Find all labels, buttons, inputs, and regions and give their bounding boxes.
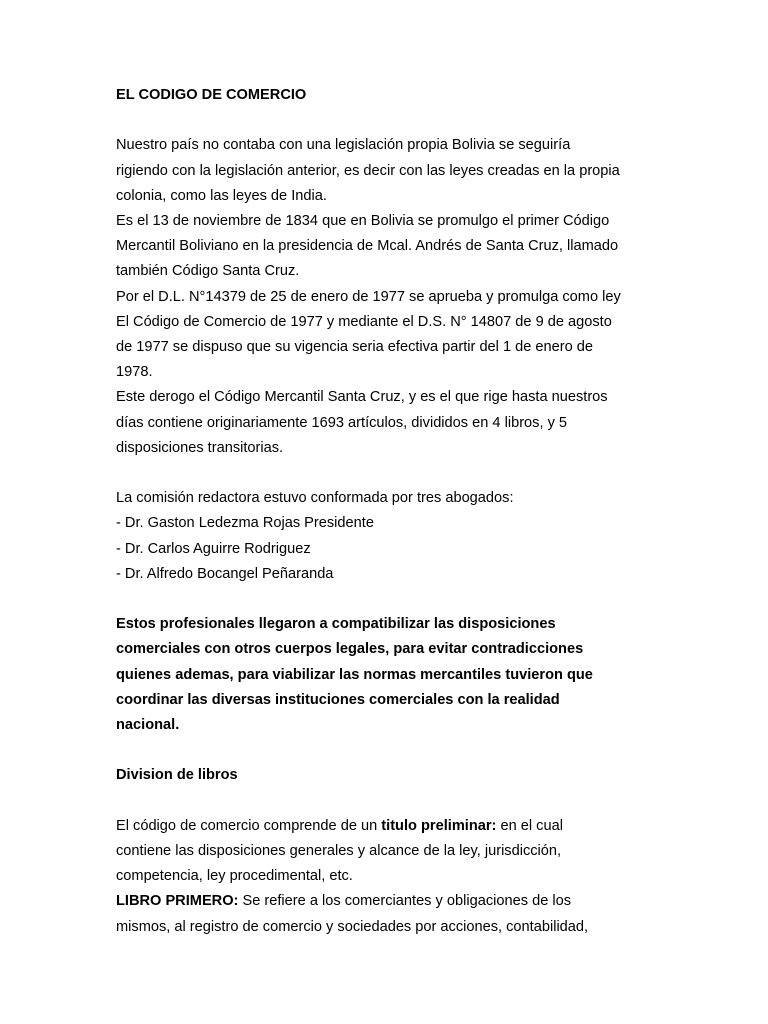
commission-line: La comisión redactora estuvo conformada por tres abogados: — [116, 490, 514, 507]
preliminar-text-before: El código de comercio comprende de un — [116, 817, 382, 834]
spacer — [116, 789, 676, 814]
spacer — [116, 587, 676, 612]
bold-line: nacional. — [116, 717, 180, 734]
spacer — [116, 108, 676, 133]
libro-primero-text-after: Se refiere a los comerciantes y obligaciones de los — [238, 893, 572, 910]
intro-line: El Código de Comercio de 1977 y mediante el D.S. N° 14807 de 9 de agosto — [116, 313, 612, 330]
libro-primero-line: mismos, al registro de comercio y sociedades por acciones, contabilidad, — [116, 918, 589, 935]
intro-line: también Código Santa Cruz. — [116, 263, 300, 280]
bold-line: coordinar las diversas instituciones comerciales con la realidad — [116, 691, 560, 708]
document-title: EL CODIGO DE COMERCIO — [116, 87, 307, 103]
intro-paragraph — [116, 133, 676, 461]
commission-paragraph — [116, 486, 676, 587]
intro-line: días contiene originariamente 1693 artículos, divididos en 4 libros, y 5 — [116, 414, 568, 431]
bold-line: Estos profesionales llegaron a compatibilizar las disposiciones — [116, 616, 556, 633]
preliminar-text-after: en el cual — [496, 817, 563, 834]
preliminar-line: contiene las disposiciones generales y alcance de la ley, jurisdicción, — [116, 843, 562, 860]
commission-member: - Dr. Gaston Ledezma Rojas Presidente — [116, 515, 374, 532]
intro-line: 1978. — [116, 364, 153, 381]
commission-member: - Dr. Carlos Aguirre Rodriguez — [116, 540, 311, 557]
intro-line: disposiciones transitorias. — [116, 439, 284, 456]
commission-member: - Dr. Alfredo Bocangel Peñaranda — [116, 565, 334, 582]
preliminar-line: competencia, ley procedimental, etc. — [116, 868, 353, 885]
bold-paragraph — [116, 612, 676, 738]
libro-primero-bold-term: LIBRO PRIMERO: — [116, 893, 239, 910]
document-body — [116, 83, 676, 940]
spacer — [116, 738, 676, 763]
intro-line: de 1977 se dispuso que su vigencia seria efectiva partir del 1 de enero de — [116, 339, 594, 356]
intro-line: Este derogo el Código Mercantil Santa Cruz, y es el que rige hasta nuestros — [116, 389, 608, 406]
bold-line: comerciales con otros cuerpos legales, para evitar contradicciones — [116, 641, 584, 658]
preliminar-bold-term: titulo preliminar: — [381, 817, 497, 834]
preliminar-first-line — [116, 814, 676, 839]
intro-line: colonia, como las leyes de India. — [116, 187, 327, 204]
section-heading: Division de libros — [116, 767, 238, 784]
spacer — [116, 461, 676, 486]
intro-line: Por el D.L. N°14379 de 25 de enero de 1977 se aprueba y promulga como ley — [116, 288, 621, 305]
libro-primero-first-line — [116, 889, 676, 914]
bold-line: quienes ademas, para viabilizar las normas mercantiles tuvieron que — [116, 666, 593, 683]
preliminar-paragraph — [116, 814, 676, 940]
intro-line: Mercantil Boliviano en la presidencia de Mcal. Andrés de Santa Cruz, llamado — [116, 238, 619, 255]
intro-line: Es el 13 de noviembre de 1834 que en Bolivia se promulgo el primer Código — [116, 213, 610, 229]
intro-line: Nuestro país no contaba con una legislación propia Bolivia se seguiría — [116, 137, 571, 154]
intro-line: rigiendo con la legislación anterior, es decir con las leyes creadas en la propia — [116, 162, 620, 179]
